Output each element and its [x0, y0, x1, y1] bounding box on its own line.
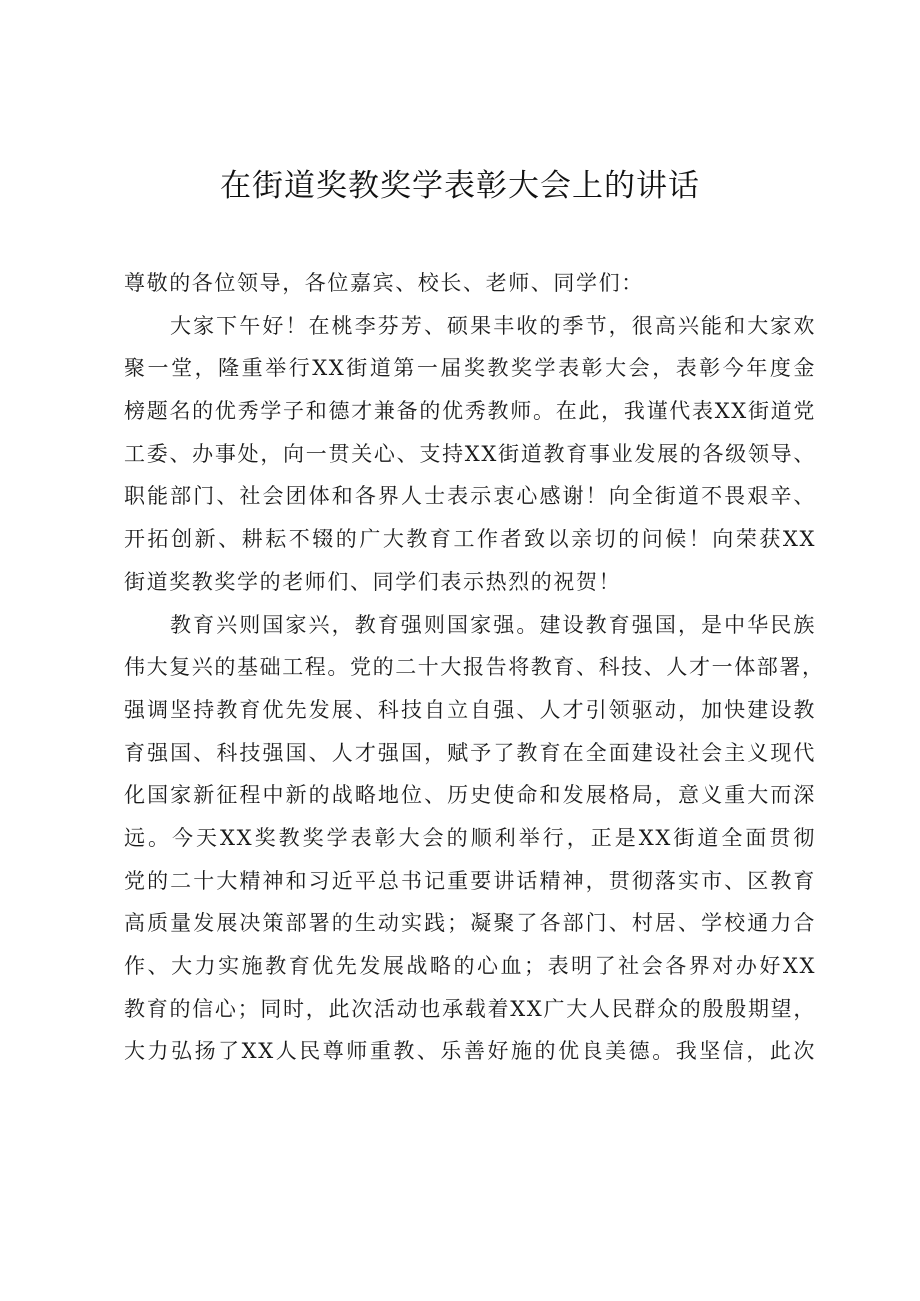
document-body: [124, 262, 825, 1073]
paragraph-line: 教育兴则国家兴，教育强则国家强。建设教育强国，是中华民族: [170, 612, 816, 637]
document-title: 在街道奖教奖学表彰大会上的讲话: [220, 168, 700, 204]
paragraph-line: 高质量发展决策部署的生动实践；凝聚了各部门、村居、学校通力合: [124, 911, 816, 936]
paragraph-line: 大力弘扬了XX人民尊师重教、乐善好施的优良美德。我坚信，此次: [124, 1039, 816, 1064]
paragraph-line: 大家下午好！在桃李芬芳、硕果丰收的季节，很高兴能和大家欢: [170, 313, 816, 338]
paragraph-line: 强调坚持教育优先发展、科技自立自强、人才引领驱动，加快建设教: [124, 697, 816, 722]
salutation: 尊敬的各位领导，各位嘉宾、校长、老师、同学们：: [124, 271, 644, 295]
paragraph-line: 育强国、科技强国、人才强国，赋予了教育在全面建设社会主义现代: [124, 740, 816, 765]
paragraph-line: 教育的信心；同时，此次活动也承载着XX广大人民群众的殷殷期望，: [124, 996, 816, 1021]
paragraph-line: 伟大复兴的基础工程。党的二十大报告将教育、科技、人才一体部署，: [124, 655, 825, 680]
paragraph-2: [124, 604, 825, 1074]
paragraph-line: 工委、办事处，向一贯关心、支持XX街道教育事业发展的各级领导、: [124, 441, 816, 466]
paragraph-line: 开拓创新、耕耘不辍的广大教育工作者致以亲切的问候！向荣获XX: [124, 527, 816, 552]
paragraph-1: [124, 305, 816, 604]
paragraph-line: 作、大力实施教育优先发展战略的心血；表明了社会各界对办好XX: [124, 954, 816, 978]
paragraph-line: 远。今天XX奖教奖学表彰大会的顺利举行，正是XX街道全面贯彻: [124, 825, 816, 850]
paragraph-line: 党的二十大精神和习近平总书记重要讲话精神，贯彻落实市、区教育: [124, 868, 816, 893]
paragraph-line: 榜题名的优秀学子和德才兼备的优秀教师。在此，我谨代表XX街道党: [124, 399, 816, 424]
paragraph-line: 街道奖教奖学的老师们、同学们表示热烈的祝贺！: [124, 569, 622, 594]
paragraph-line: 聚一堂，隆重举行XX街道第一届奖教奖学表彰大会，表彰今年度金: [124, 356, 816, 381]
paragraph-line: 职能部门、社会团体和各界人士表示衷心感谢！向全街道不畏艰辛、: [124, 484, 816, 509]
paragraph-line: 化国家新征程中新的战略地位、历史使命和发展格局，意义重大而深: [124, 783, 816, 808]
